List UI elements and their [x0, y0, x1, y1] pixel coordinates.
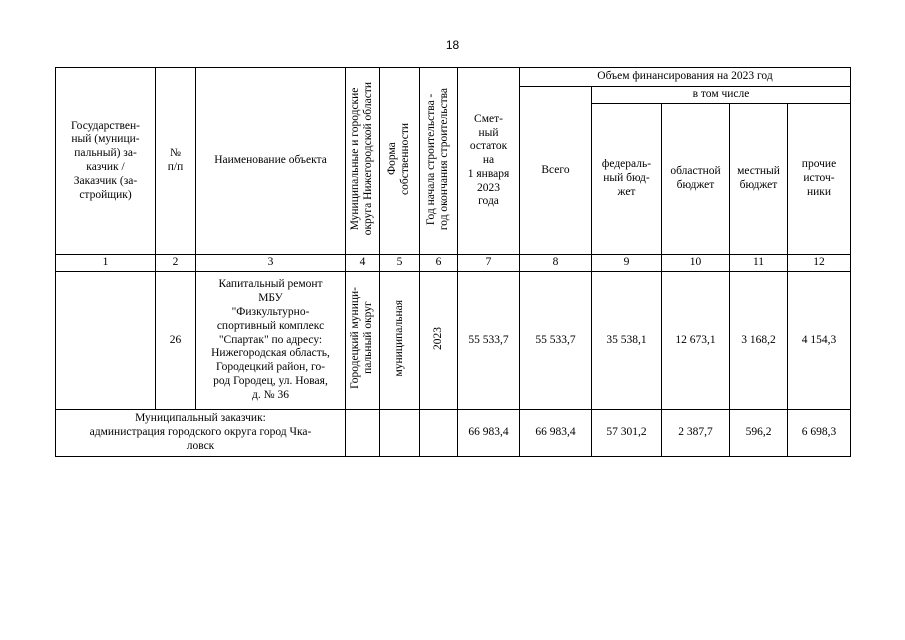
- header-federal: федераль- ный бюд- жет: [592, 104, 662, 255]
- column-number: 5: [380, 255, 420, 272]
- cell-federal: 35 538,1: [592, 272, 662, 410]
- cell-other: 4 154,3: [788, 272, 851, 410]
- total-remainder: 66 983,4: [458, 410, 520, 457]
- header-row-1: [56, 68, 851, 87]
- column-number: 12: [788, 255, 851, 272]
- total-row: [56, 410, 851, 457]
- header-years: Год начала строительства - год окончания строительства: [420, 68, 458, 255]
- cell-total: 55 533,7: [520, 272, 592, 410]
- header-ownership: Форма собственности: [380, 68, 420, 255]
- total-ownership: [380, 410, 420, 457]
- total-federal: 57 301,2: [592, 410, 662, 457]
- column-number: 10: [662, 255, 730, 272]
- column-number: 9: [592, 255, 662, 272]
- total-municipality: [346, 410, 380, 457]
- cell-number: 26: [156, 272, 196, 410]
- column-number: 1: [56, 255, 156, 272]
- header-municipality: Муниципальные и городские округа Нижегородской области: [346, 68, 380, 255]
- header-remainder: Смет- ный остаток на 1 января 2023 года: [458, 68, 520, 255]
- header-customer: Государствен- ный (муници- пальный) за- казчик / Заказчик (за- стройщик): [56, 68, 156, 255]
- total-years: [420, 410, 458, 457]
- page-number: 18: [445, 38, 460, 52]
- cell-ownership: муниципальная: [380, 272, 420, 410]
- column-number: 6: [420, 255, 458, 272]
- cell-regional: 12 673,1: [662, 272, 730, 410]
- cell-customer: [56, 272, 156, 410]
- total-other: 6 698,3: [788, 410, 851, 457]
- header-local: местный бюджет: [730, 104, 788, 255]
- header-funding-group: Объем финансирования на 2023 год: [520, 68, 851, 87]
- column-number: 4: [346, 255, 380, 272]
- cell-object-name: Капитальный ремонт МБУ "Физкультурно- спортивный комплекс "Спартак" по адресу: Нижегородская область, Городецкий район, го- род Городец, ул. Новая, д. № 36: [196, 272, 346, 410]
- column-number: 11: [730, 255, 788, 272]
- table-row: [56, 272, 851, 410]
- header-regional: областной бюджет: [662, 104, 730, 255]
- cell-municipality: Городецкий муници- пальный округ: [346, 272, 380, 410]
- header-including-group: в том числе: [592, 87, 851, 104]
- header-object-name: Наименование объекта: [196, 68, 346, 255]
- cell-local: 3 168,2: [730, 272, 788, 410]
- financing-table: [55, 67, 851, 457]
- total-label: Муниципальный заказчик: администрация городского округа город Чка- ловск: [56, 410, 346, 457]
- column-number: 3: [196, 255, 346, 272]
- column-number: 8: [520, 255, 592, 272]
- header-other: прочие источ- ники: [788, 104, 851, 255]
- column-number: 7: [458, 255, 520, 272]
- header-total: Всего: [520, 87, 592, 255]
- total-total: 66 983,4: [520, 410, 592, 457]
- total-regional: 2 387,7: [662, 410, 730, 457]
- column-number: 2: [156, 255, 196, 272]
- total-local: 596,2: [730, 410, 788, 457]
- column-number-row: [56, 255, 851, 272]
- header-number: № п/п: [156, 68, 196, 255]
- cell-years: 2023: [420, 272, 458, 410]
- cell-remainder: 55 533,7: [458, 272, 520, 410]
